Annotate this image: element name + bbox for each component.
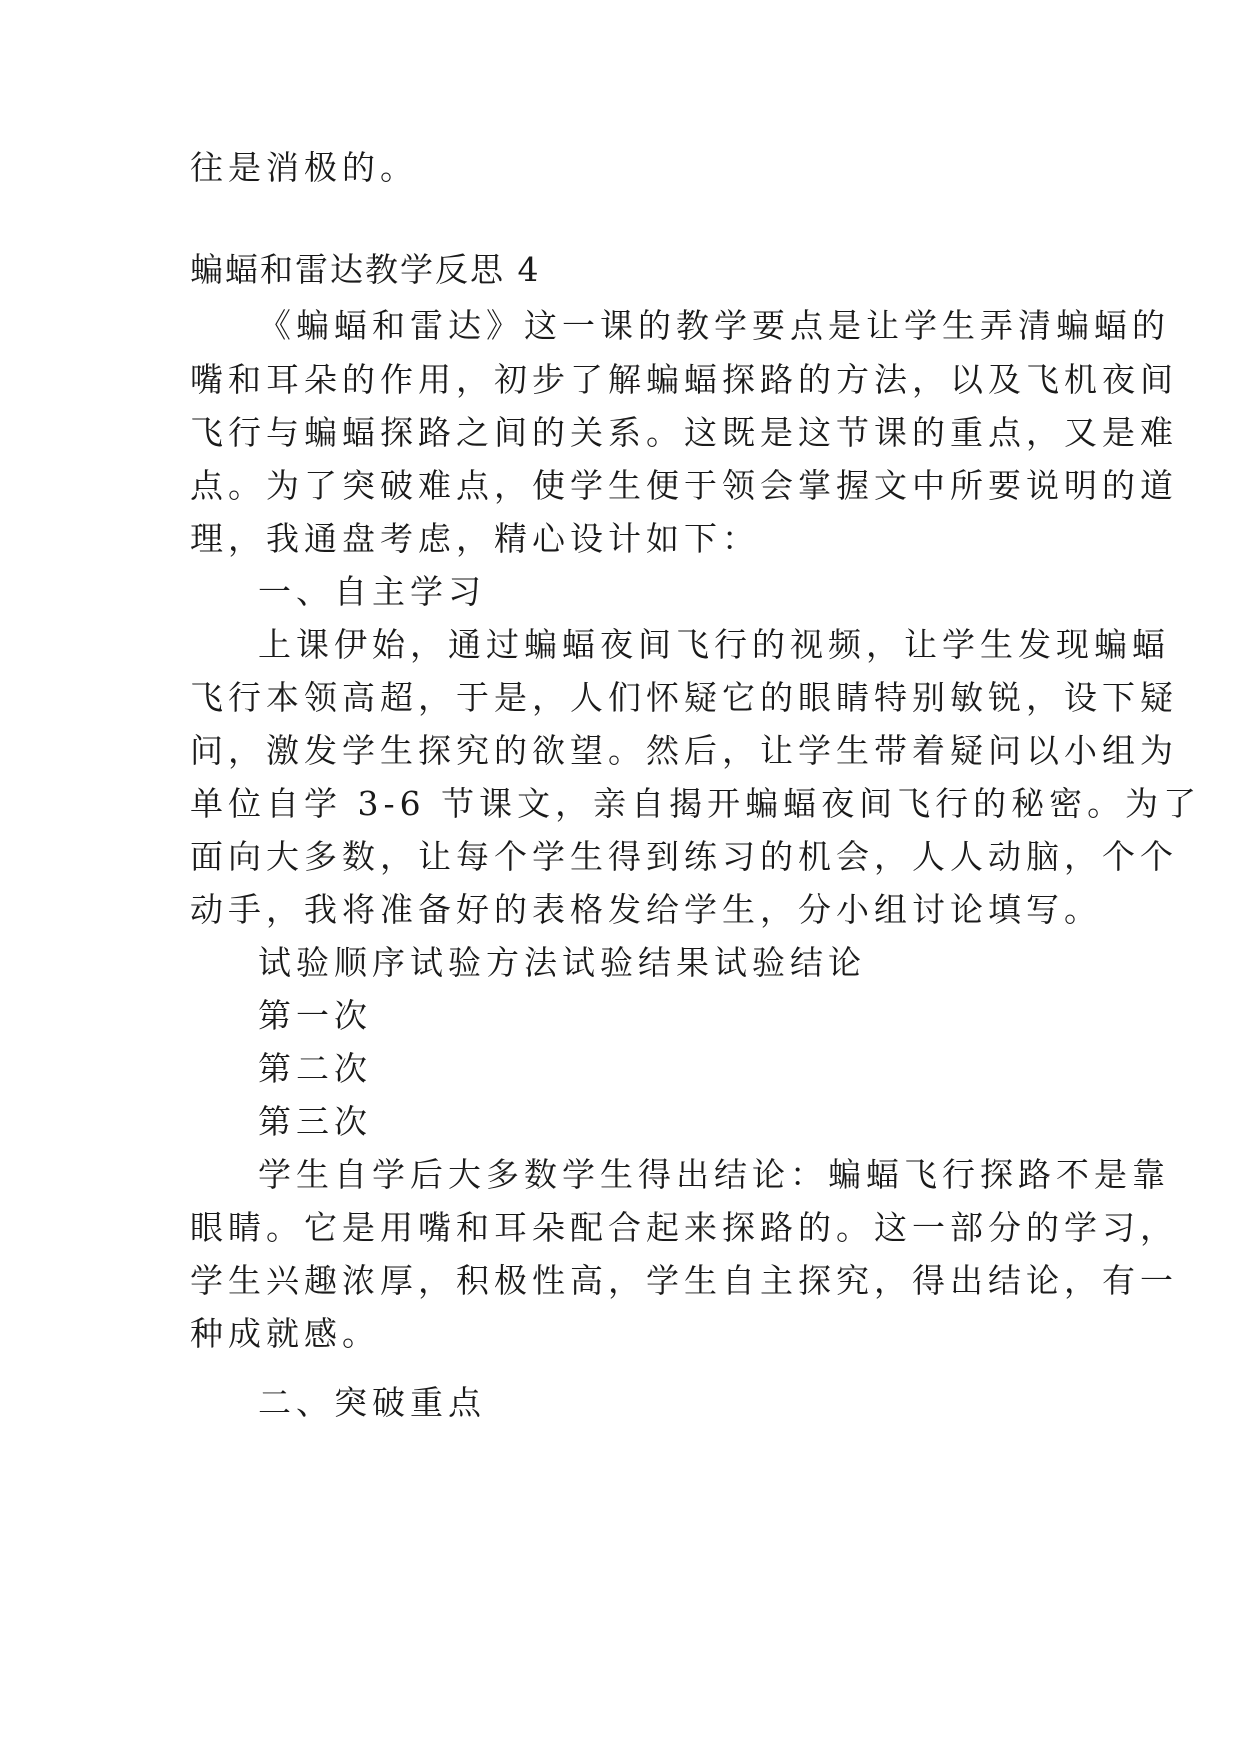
table-header: 试验顺序试验方法试验结果试验结论 xyxy=(258,943,866,982)
table-row: 第二次 xyxy=(258,1049,372,1088)
paragraph-1-line-6: 动手，我将准备好的表格发给学生，分小组讨论填写。 xyxy=(190,890,1102,929)
paragraph-2-line-4: 种成就感。 xyxy=(190,1314,380,1353)
heading-self-study: 一、自主学习 xyxy=(258,572,486,611)
paragraph-2-line-2: 眼睛。它是用嘴和耳朵配合起来探路的。这一部分的学习， xyxy=(190,1208,1178,1247)
intro-line-1: 《蝙蝠和雷达》这一课的教学要点是让学生弄清蝙蝠的 xyxy=(258,306,1170,345)
paragraph-2-line-3: 学生兴趣浓厚，积极性高，学生自主探究，得出结论，有一 xyxy=(190,1261,1178,1300)
table-row: 第一次 xyxy=(258,996,372,1035)
paragraph-1-line-5: 面向大多数，让每个学生得到练习的机会，人人动脑，个个 xyxy=(190,837,1178,876)
paragraph-1-line-3: 问，激发学生探究的欲望。然后，让学生带着疑问以小组为 xyxy=(190,731,1178,770)
paragraph-2-line-1: 学生自学后大多数学生得出结论：蝙蝠飞行探路不是靠 xyxy=(258,1155,1170,1194)
intro-line-2: 嘴和耳朵的作用，初步了解蝙蝠探路的方法，以及飞机夜间 xyxy=(190,360,1178,399)
intro-line-3: 飞行与蝙蝠探路之间的关系。这既是这节课的重点，又是难 xyxy=(190,413,1178,452)
intro-line-4: 点。为了突破难点，使学生便于领会掌握文中所要说明的道 xyxy=(190,466,1178,505)
intro-line-5: 理，我通盘考虑，精心设计如下： xyxy=(190,519,760,558)
trailing-text: 往是消极的。 xyxy=(190,148,418,187)
table-row: 第三次 xyxy=(258,1102,372,1141)
paragraph-1-line-1: 上课伊始，通过蝙蝠夜间飞行的视频，让学生发现蝙蝠 xyxy=(258,625,1170,664)
section-title: 蝙蝠和雷达教学反思 4 xyxy=(190,250,541,289)
heading-breakthrough: 二、突破重点 xyxy=(258,1383,486,1422)
paragraph-1-line-4: 单位自学 3-6 节课文，亲自揭开蝙蝠夜间飞行的秘密。为了 xyxy=(190,784,1202,823)
paragraph-1-line-2: 飞行本领高超，于是，人们怀疑它的眼睛特别敏锐，设下疑 xyxy=(190,678,1178,717)
